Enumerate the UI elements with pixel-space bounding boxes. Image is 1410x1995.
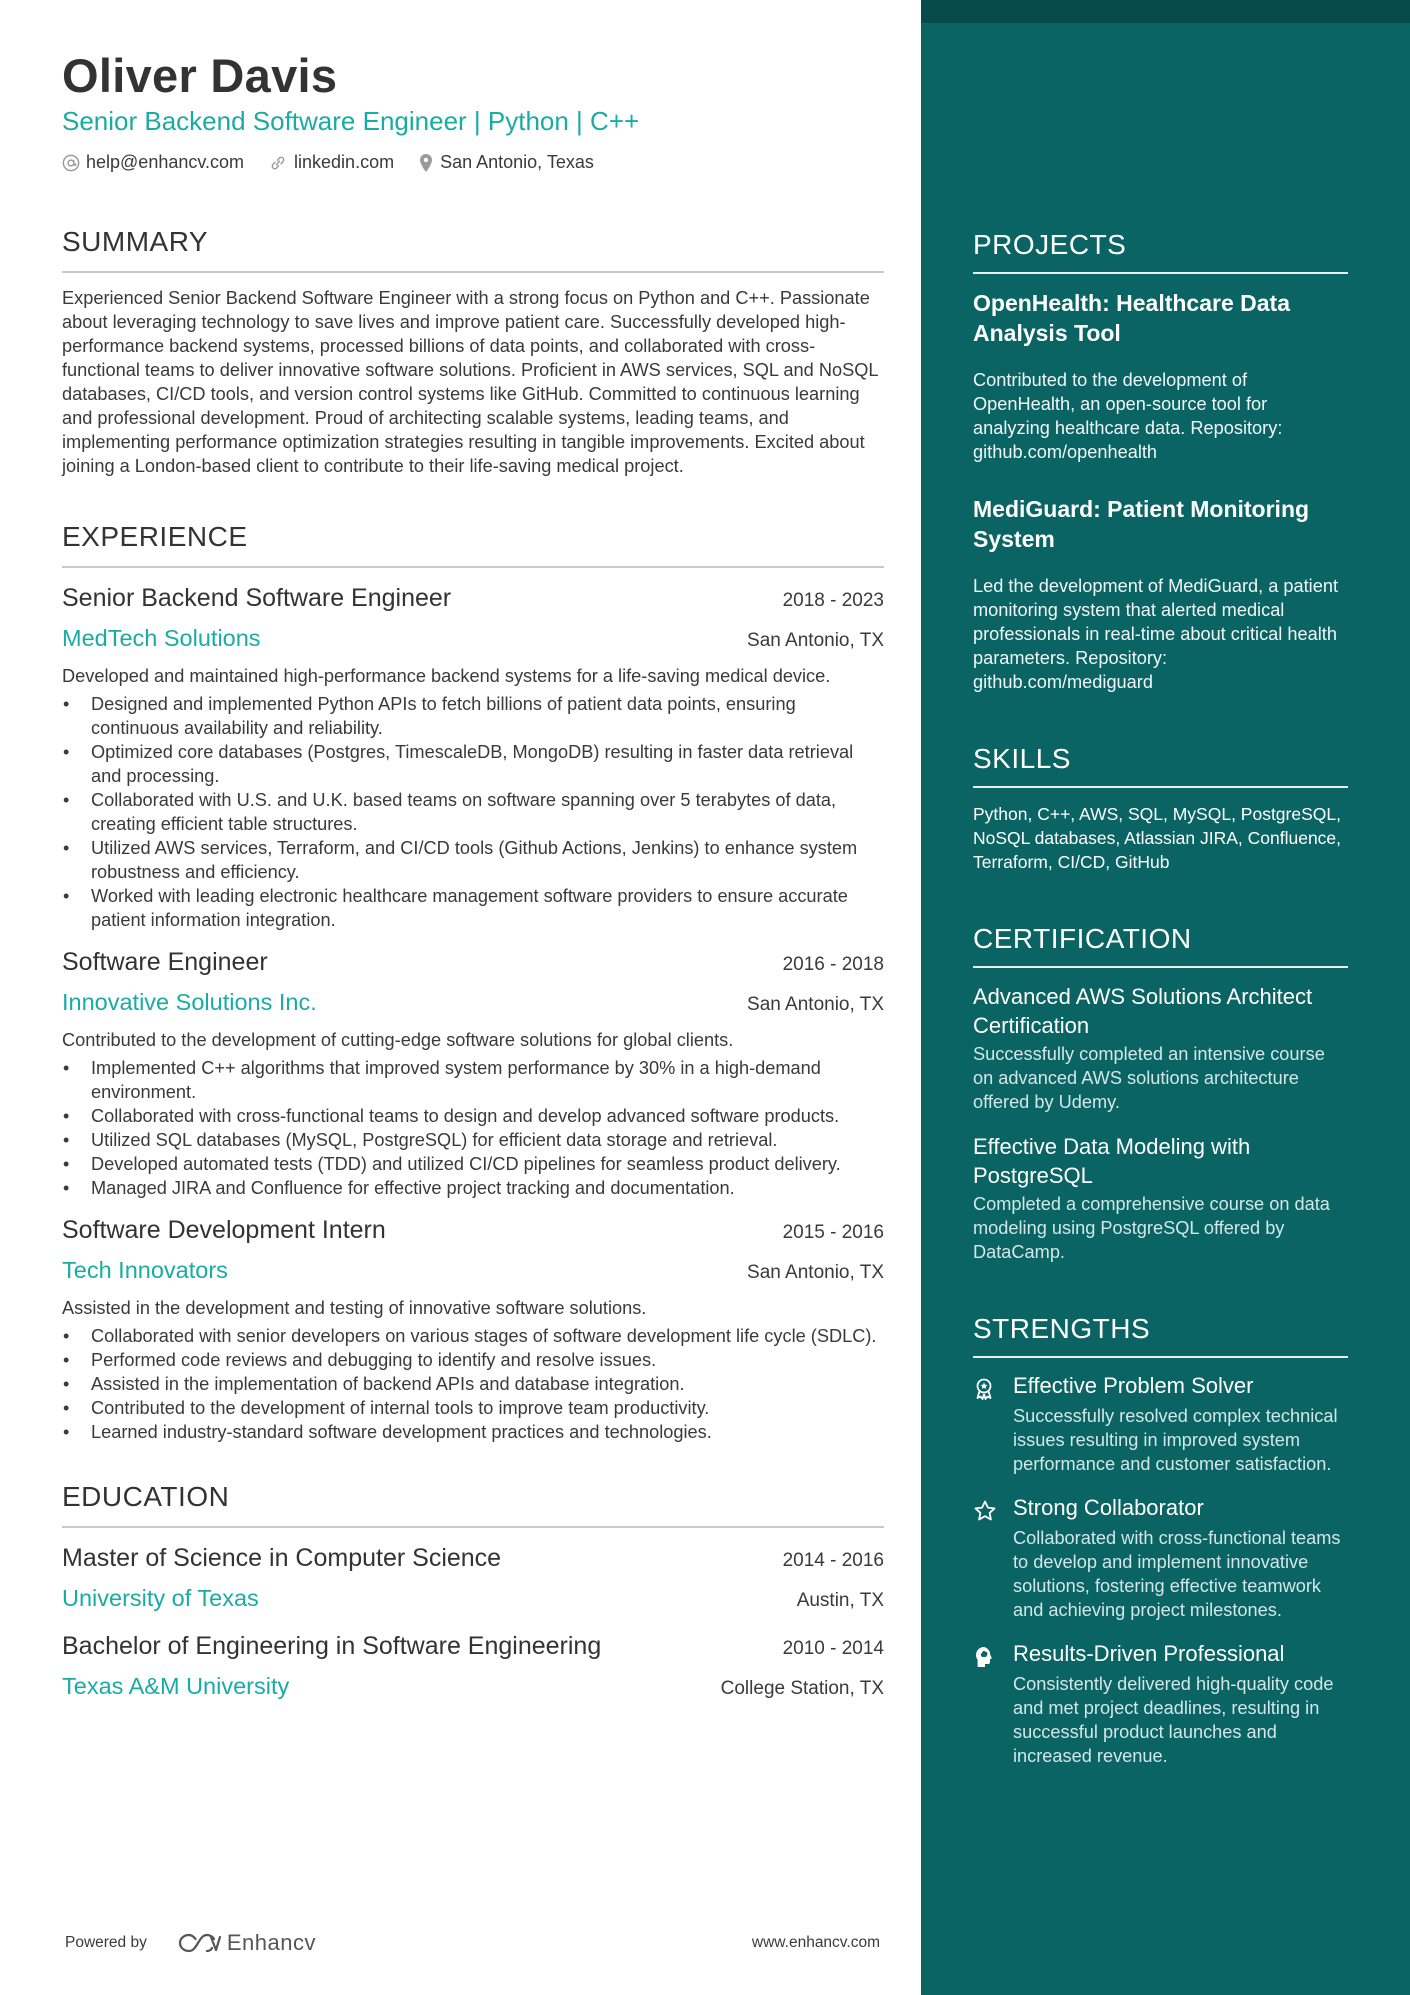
- certification-entry: [973, 982, 1348, 1114]
- at-icon: [62, 154, 80, 172]
- job-title: Senior Backend Software Engineer: [62, 584, 452, 612]
- education-title: EDUCATION: [62, 1480, 884, 1528]
- brand-name: Enhancv: [226, 1930, 316, 1955]
- summary-section: [62, 225, 884, 478]
- strength-entry: [973, 1494, 1348, 1622]
- education-dates: 2014 - 2016: [782, 1550, 884, 1571]
- project-name: OpenHealth: Healthcare Data Analysis Tool: [973, 290, 1290, 346]
- sidebar-content: [973, 228, 1348, 1768]
- education-dates: 2010 - 2014: [782, 1638, 884, 1659]
- school-location: College Station, TX: [720, 1678, 884, 1699]
- project-name: MediGuard: Patient Monitoring System: [973, 496, 1310, 552]
- job-description: Assisted in the development and testing of innovative software solutions.: [62, 1298, 647, 1318]
- email-text: help@enhancv.com: [86, 152, 245, 172]
- project-description: Contributed to the development of OpenHealth, an open-source tool for analyzing healthcare data. Repository: github.com/openhealth: [973, 370, 1283, 462]
- list-item: • Worked with leading electronic healthcare management software providers to ensure accurate patient information integration.: [62, 884, 884, 932]
- experience-section: [62, 520, 884, 1444]
- list-item: • Learned industry-standard software development practices and technologies.: [62, 1420, 884, 1444]
- projects-title: PROJECTS: [973, 228, 1348, 274]
- sidebar: [921, 0, 1410, 1995]
- summary-title: SUMMARY: [62, 225, 884, 273]
- projects-section: [973, 228, 1348, 694]
- job-title: Software Development Intern: [62, 1216, 386, 1244]
- degree: Master of Science in Computer Science: [62, 1544, 502, 1572]
- company-name: Tech Innovators: [62, 1257, 228, 1283]
- job-title: Software Engineer: [62, 948, 268, 976]
- list-item: • Optimized core databases (Postgres, TimescaleDB, MongoDB) resulting in faster data retrieval and processing.: [62, 740, 884, 788]
- contact-location: [418, 152, 594, 173]
- footer: [65, 1930, 880, 1956]
- strength-title: Results-Driven Professional: [1013, 1641, 1285, 1666]
- certification-entry: [973, 1132, 1348, 1264]
- certification-section: [973, 922, 1348, 1264]
- certification-description: Completed a comprehensive course on data modeling using PostgreSQL offered by DataCamp.: [973, 1194, 1330, 1262]
- enhancv-logo-icon: [175, 1931, 221, 1955]
- certification-description: Successfully completed an intensive course on advanced AWS solutions architecture offered by Udemy.: [973, 1044, 1325, 1112]
- award-icon: [973, 1377, 995, 1401]
- job-description: Developed and maintained high-performance backend systems for a life-saving medical device.: [62, 666, 831, 686]
- strength-title: Strong Collaborator: [1013, 1495, 1204, 1520]
- list-item: • Managed JIRA and Confluence for effective project tracking and documentation.: [62, 1176, 884, 1200]
- location-text: San Antonio, Texas: [440, 152, 594, 172]
- star-icon: [973, 1499, 997, 1523]
- main-column: [62, 48, 884, 1704]
- headline: Senior Backend Software Engineer | Python | C++: [62, 106, 640, 136]
- certification-name: Effective Data Modeling with PostgreSQL: [973, 1134, 1251, 1188]
- list-item: • Utilized AWS services, Terraform, and CI/CD tools (Github Actions, Jenkins) to enhance system robustness and efficiency.: [62, 836, 884, 884]
- link-icon: [268, 154, 288, 172]
- job-dates: 2016 - 2018: [782, 954, 884, 975]
- company-name: MedTech Solutions: [62, 625, 261, 651]
- skills-section: [973, 742, 1348, 874]
- achievement-list: [62, 692, 884, 932]
- list-item: • Utilized SQL databases (MySQL, PostgreSQL) for efficient data storage and retrieval.: [62, 1128, 884, 1152]
- list-item: • Collaborated with senior developers on various stages of software development life cycle (SDLC).: [62, 1324, 884, 1348]
- enhancv-logo[interactable]: [175, 1930, 316, 1956]
- linkedin-text: linkedin.com: [294, 152, 395, 172]
- experience-entry: [62, 580, 884, 932]
- list-item: • Assisted in the implementation of backend APIs and database integration.: [62, 1372, 884, 1396]
- list-item: • Designed and implemented Python APIs to fetch billions of patient data points, ensuring continuous availability and reliability.: [62, 692, 884, 740]
- contact-bar: [62, 152, 884, 173]
- experience-entry: [62, 944, 884, 1200]
- school-location: Austin, TX: [796, 1590, 884, 1611]
- strength-title: Effective Problem Solver: [1013, 1373, 1254, 1398]
- project-entry: [973, 494, 1348, 694]
- strength-description: Successfully resolved complex technical issues resulting in improved system performance and customer satisfaction.: [1013, 1406, 1338, 1474]
- contact-linkedin[interactable]: [268, 152, 394, 173]
- list-item: • Performed code reviews and debugging to identify and resolve issues.: [62, 1348, 884, 1372]
- list-item: • Implemented C++ algorithms that improved system performance by 30% in a high-demand environment.: [62, 1056, 884, 1104]
- experience-title: EXPERIENCE: [62, 520, 884, 568]
- strengths-section: [973, 1312, 1348, 1768]
- sidebar-top-band: [921, 0, 1410, 23]
- strength-entry: [973, 1640, 1348, 1768]
- education-section: [62, 1480, 884, 1704]
- summary-text: Experienced Senior Backend Software Engineer with a strong focus on Python and C++. Passionate about leveraging technology to save lives and improve patient care. Successfully developed high-performance backend systems, processed billions of data points, and collaborated with cross-functional teams to deliver innovative software solutions. Proficient in AWS services, SQL and NoSQL databases, CI/CD tools, and version control systems like GitHub. Committed to continuous learning and professional development. Proud of architecting scalable systems, leading teams, and implementing performance optimization strategies resulting in tangible improvements. Excited about joining a London-based client to contribute to their life-saving medical project.: [62, 288, 878, 476]
- contact-email[interactable]: [62, 152, 244, 173]
- project-entry: [973, 288, 1348, 464]
- company-name: Innovative Solutions Inc.: [62, 989, 317, 1015]
- achievement-list: [62, 1324, 884, 1444]
- school-name: Texas A&M University: [62, 1673, 290, 1699]
- skills-title: SKILLS: [973, 742, 1348, 788]
- list-item: • Collaborated with cross-functional teams to design and develop advanced software products.: [62, 1104, 884, 1128]
- strength-description: Consistently delivered high-quality code and met project deadlines, resulting in successful product launches and increased revenue.: [1013, 1674, 1334, 1766]
- job-description: Contributed to the development of cutting-edge software solutions for global clients.: [62, 1030, 734, 1050]
- project-description: Led the development of MediGuard, a patient monitoring system that alerted medical professionals in real-time about critical health parameters. Repository: github.com/mediguard: [973, 576, 1339, 692]
- list-item: • Contributed to the development of internal tools to improve team productivity.: [62, 1396, 884, 1420]
- school-name: University of Texas: [62, 1585, 259, 1611]
- job-dates: 2015 - 2016: [782, 1222, 884, 1243]
- experience-entry: [62, 1212, 884, 1444]
- list-item: • Developed automated tests (TDD) and utilized CI/CD pipelines for seamless product delivery.: [62, 1152, 884, 1176]
- certification-name: Advanced AWS Solutions Architect Certification: [973, 984, 1313, 1038]
- job-dates: 2018 - 2023: [782, 590, 884, 611]
- strength-entry: [973, 1372, 1348, 1476]
- head-brain-icon: [973, 1645, 995, 1669]
- list-item: • Collaborated with U.S. and U.K. based teams on software spanning over 5 terabytes of data, creating efficient table structures.: [62, 788, 884, 836]
- location-pin-icon: [418, 153, 434, 173]
- website-link[interactable]: www.enhancv.com: [751, 1934, 880, 1951]
- education-entry: [62, 1540, 884, 1616]
- job-location: San Antonio, TX: [747, 1262, 884, 1283]
- strength-description: Collaborated with cross-functional teams to develop and implement innovative solutions, fostering effective teamwork and achieving project milestones.: [1013, 1528, 1341, 1620]
- job-location: San Antonio, TX: [747, 630, 884, 651]
- skills-list: Python, C++, AWS, SQL, MySQL, PostgreSQL, NoSQL databases, Atlassian JIRA, Confluence, Terraform, CI/CD, GitHub: [973, 804, 1342, 872]
- degree: Bachelor of Engineering in Software Engineering: [62, 1632, 602, 1660]
- education-entry: [62, 1628, 884, 1704]
- powered-by-label: Powered by: [65, 1934, 147, 1951]
- achievement-list: [62, 1056, 884, 1200]
- candidate-name: Oliver Davis: [62, 49, 338, 102]
- job-location: San Antonio, TX: [747, 994, 884, 1015]
- certification-title: CERTIFICATION: [973, 922, 1348, 968]
- strengths-title: STRENGTHS: [973, 1312, 1348, 1358]
